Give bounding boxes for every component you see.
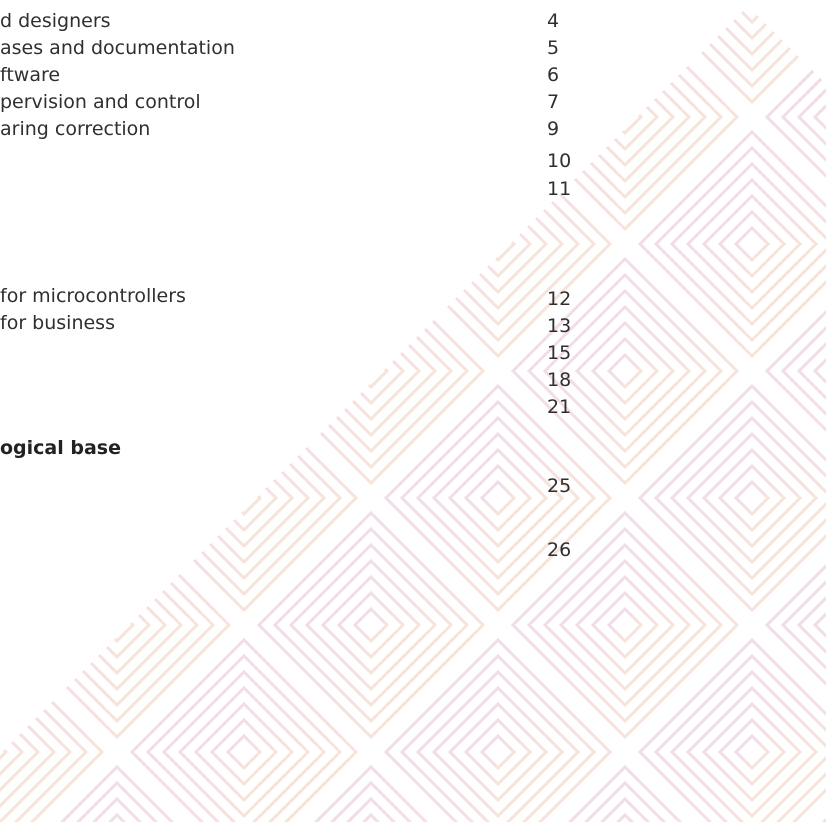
pattern-diamond [450, 0, 546, 38]
pattern-diamond [132, 640, 356, 822]
toc-entry-page[interactable]: 5 [547, 37, 560, 59]
pattern-diamond [688, 180, 816, 308]
pattern-diamond [132, 132, 356, 356]
pattern-diamond [339, 593, 403, 657]
pattern-diamond [259, 5, 483, 229]
pattern-diamond [85, 339, 149, 403]
pattern-diamond [53, 815, 181, 822]
pattern-diamond [688, 434, 816, 562]
toc-entry-page[interactable]: 25 [547, 475, 572, 497]
pattern-diamond [85, 593, 149, 657]
pattern-diamond [720, 720, 784, 784]
pattern-diamond [355, 609, 387, 641]
pattern-diamond [386, 0, 610, 102]
pattern-diamond [640, 640, 826, 822]
toc-entry-text[interactable]: d designers [0, 10, 111, 32]
pattern-diamond [720, 0, 784, 22]
toc-entry-page[interactable]: 6 [547, 64, 560, 86]
pattern-diamond [291, 799, 451, 822]
pattern-diamond [482, 228, 514, 260]
pattern-diamond [275, 529, 467, 721]
pattern-diamond [704, 0, 800, 38]
pattern-diamond [386, 640, 610, 822]
toc-entry-page[interactable]: 15 [547, 342, 572, 364]
pattern-diamond [434, 434, 562, 562]
pattern-diamond [37, 799, 197, 822]
pattern-diamond [0, 720, 22, 784]
toc-entry-page[interactable]: 11 [547, 178, 572, 200]
pattern-diamond [212, 0, 276, 22]
pattern-diamond [593, 593, 657, 657]
pattern-diamond [482, 482, 514, 514]
toc-entry-text[interactable]: aring correction [0, 118, 151, 140]
pattern-diamond [720, 466, 784, 530]
pattern-diamond [307, 307, 435, 435]
pattern-diamond [466, 720, 530, 784]
pattern-diamond [0, 450, 38, 546]
pattern-diamond [0, 0, 6, 6]
pattern-diamond [180, 180, 308, 308]
pattern-diamond [434, 0, 562, 54]
pattern-diamond [307, 561, 435, 689]
pattern-diamond [355, 355, 387, 387]
pattern-diamond [180, 434, 308, 562]
pattern-diamond [228, 482, 260, 514]
pattern-diamond [688, 0, 816, 54]
pattern-diamond [609, 609, 641, 641]
pattern-diamond [561, 53, 689, 181]
pattern-diamond [0, 228, 6, 260]
toc-section-heading[interactable]: ogical base [0, 437, 121, 459]
pattern-diamond [291, 37, 451, 197]
pattern-diamond [21, 529, 213, 721]
pattern-diamond [101, 609, 133, 641]
pattern-diamond [0, 402, 86, 594]
pattern-diamond [736, 228, 768, 260]
pattern-diamond [561, 307, 689, 435]
pattern-diamond [212, 466, 276, 530]
pattern-diamond [466, 466, 530, 530]
toc-entry-page[interactable]: 21 [547, 396, 572, 418]
pattern-diamond [720, 212, 784, 276]
toc-entry-page[interactable]: 10 [547, 150, 572, 172]
pattern-diamond [402, 402, 594, 594]
pattern-diamond [53, 561, 181, 689]
pattern-diamond [228, 0, 260, 6]
toc-entry-page[interactable]: 9 [547, 118, 560, 140]
pattern-diamond [228, 228, 260, 260]
pattern-diamond [275, 21, 467, 213]
toc-entry-text[interactable]: ases and documentation [0, 37, 235, 59]
pattern-diamond [180, 688, 308, 816]
pattern-diamond [101, 355, 133, 387]
pattern-diamond [482, 736, 514, 768]
pattern-diamond [323, 69, 419, 165]
pattern-diamond [196, 0, 292, 38]
pattern-diamond [561, 815, 689, 822]
pattern-diamond [815, 307, 826, 435]
toc-entry-text[interactable]: for business [0, 312, 115, 334]
pattern-diamond [593, 85, 657, 149]
toc-entry-page[interactable]: 7 [547, 91, 560, 113]
pattern-diamond [339, 339, 403, 403]
pattern-diamond [164, 164, 324, 324]
pattern-diamond [0, 212, 22, 276]
pattern-diamond [307, 53, 435, 181]
pattern-diamond [0, 466, 22, 530]
pattern-diamond [815, 561, 826, 689]
pattern-diamond [0, 482, 6, 514]
toc-entry-text[interactable]: for microcontrollers [0, 285, 186, 307]
pattern-diamond [688, 688, 816, 816]
toc-entry-text[interactable]: pervision and control [0, 91, 201, 113]
pattern-diamond [783, 783, 826, 822]
pattern-diamond [736, 482, 768, 514]
pattern-diamond [466, 0, 530, 22]
pattern-diamond [466, 212, 530, 276]
pattern-diamond [434, 688, 562, 816]
pattern-diamond [212, 212, 276, 276]
pattern-diamond [736, 0, 768, 6]
pattern-diamond [545, 799, 705, 822]
pattern-diamond [339, 85, 403, 149]
pattern-diamond [275, 275, 467, 467]
pattern-diamond [0, 736, 6, 768]
pattern-diamond [0, 196, 38, 292]
pattern-diamond [609, 101, 641, 133]
pattern-diamond [561, 561, 689, 689]
pattern-diamond [402, 0, 594, 86]
pattern-diamond [69, 323, 165, 419]
pattern-diamond [148, 148, 340, 340]
pattern-diamond [0, 386, 102, 610]
pattern-diamond [815, 53, 826, 181]
pattern-diamond [148, 402, 340, 594]
toc-entry-text[interactable]: ftware [0, 64, 61, 86]
pattern-diamond [593, 339, 657, 403]
pattern-diamond [482, 0, 514, 6]
pattern-diamond [434, 180, 562, 308]
pattern-diamond [212, 720, 276, 784]
pattern-diamond [307, 815, 435, 822]
pattern-diamond [736, 736, 768, 768]
toc-entry-page[interactable]: 4 [547, 10, 560, 32]
toc-entry-page[interactable]: 12 [547, 288, 572, 310]
pattern-diamond [355, 101, 387, 133]
toc-entry-page[interactable]: 13 [547, 315, 572, 337]
pattern-diamond [228, 736, 260, 768]
toc-entry-page[interactable]: 26 [547, 539, 572, 561]
toc-entry-page[interactable]: 18 [547, 369, 572, 391]
pattern-diamond [609, 355, 641, 387]
pattern-diamond [196, 196, 292, 292]
